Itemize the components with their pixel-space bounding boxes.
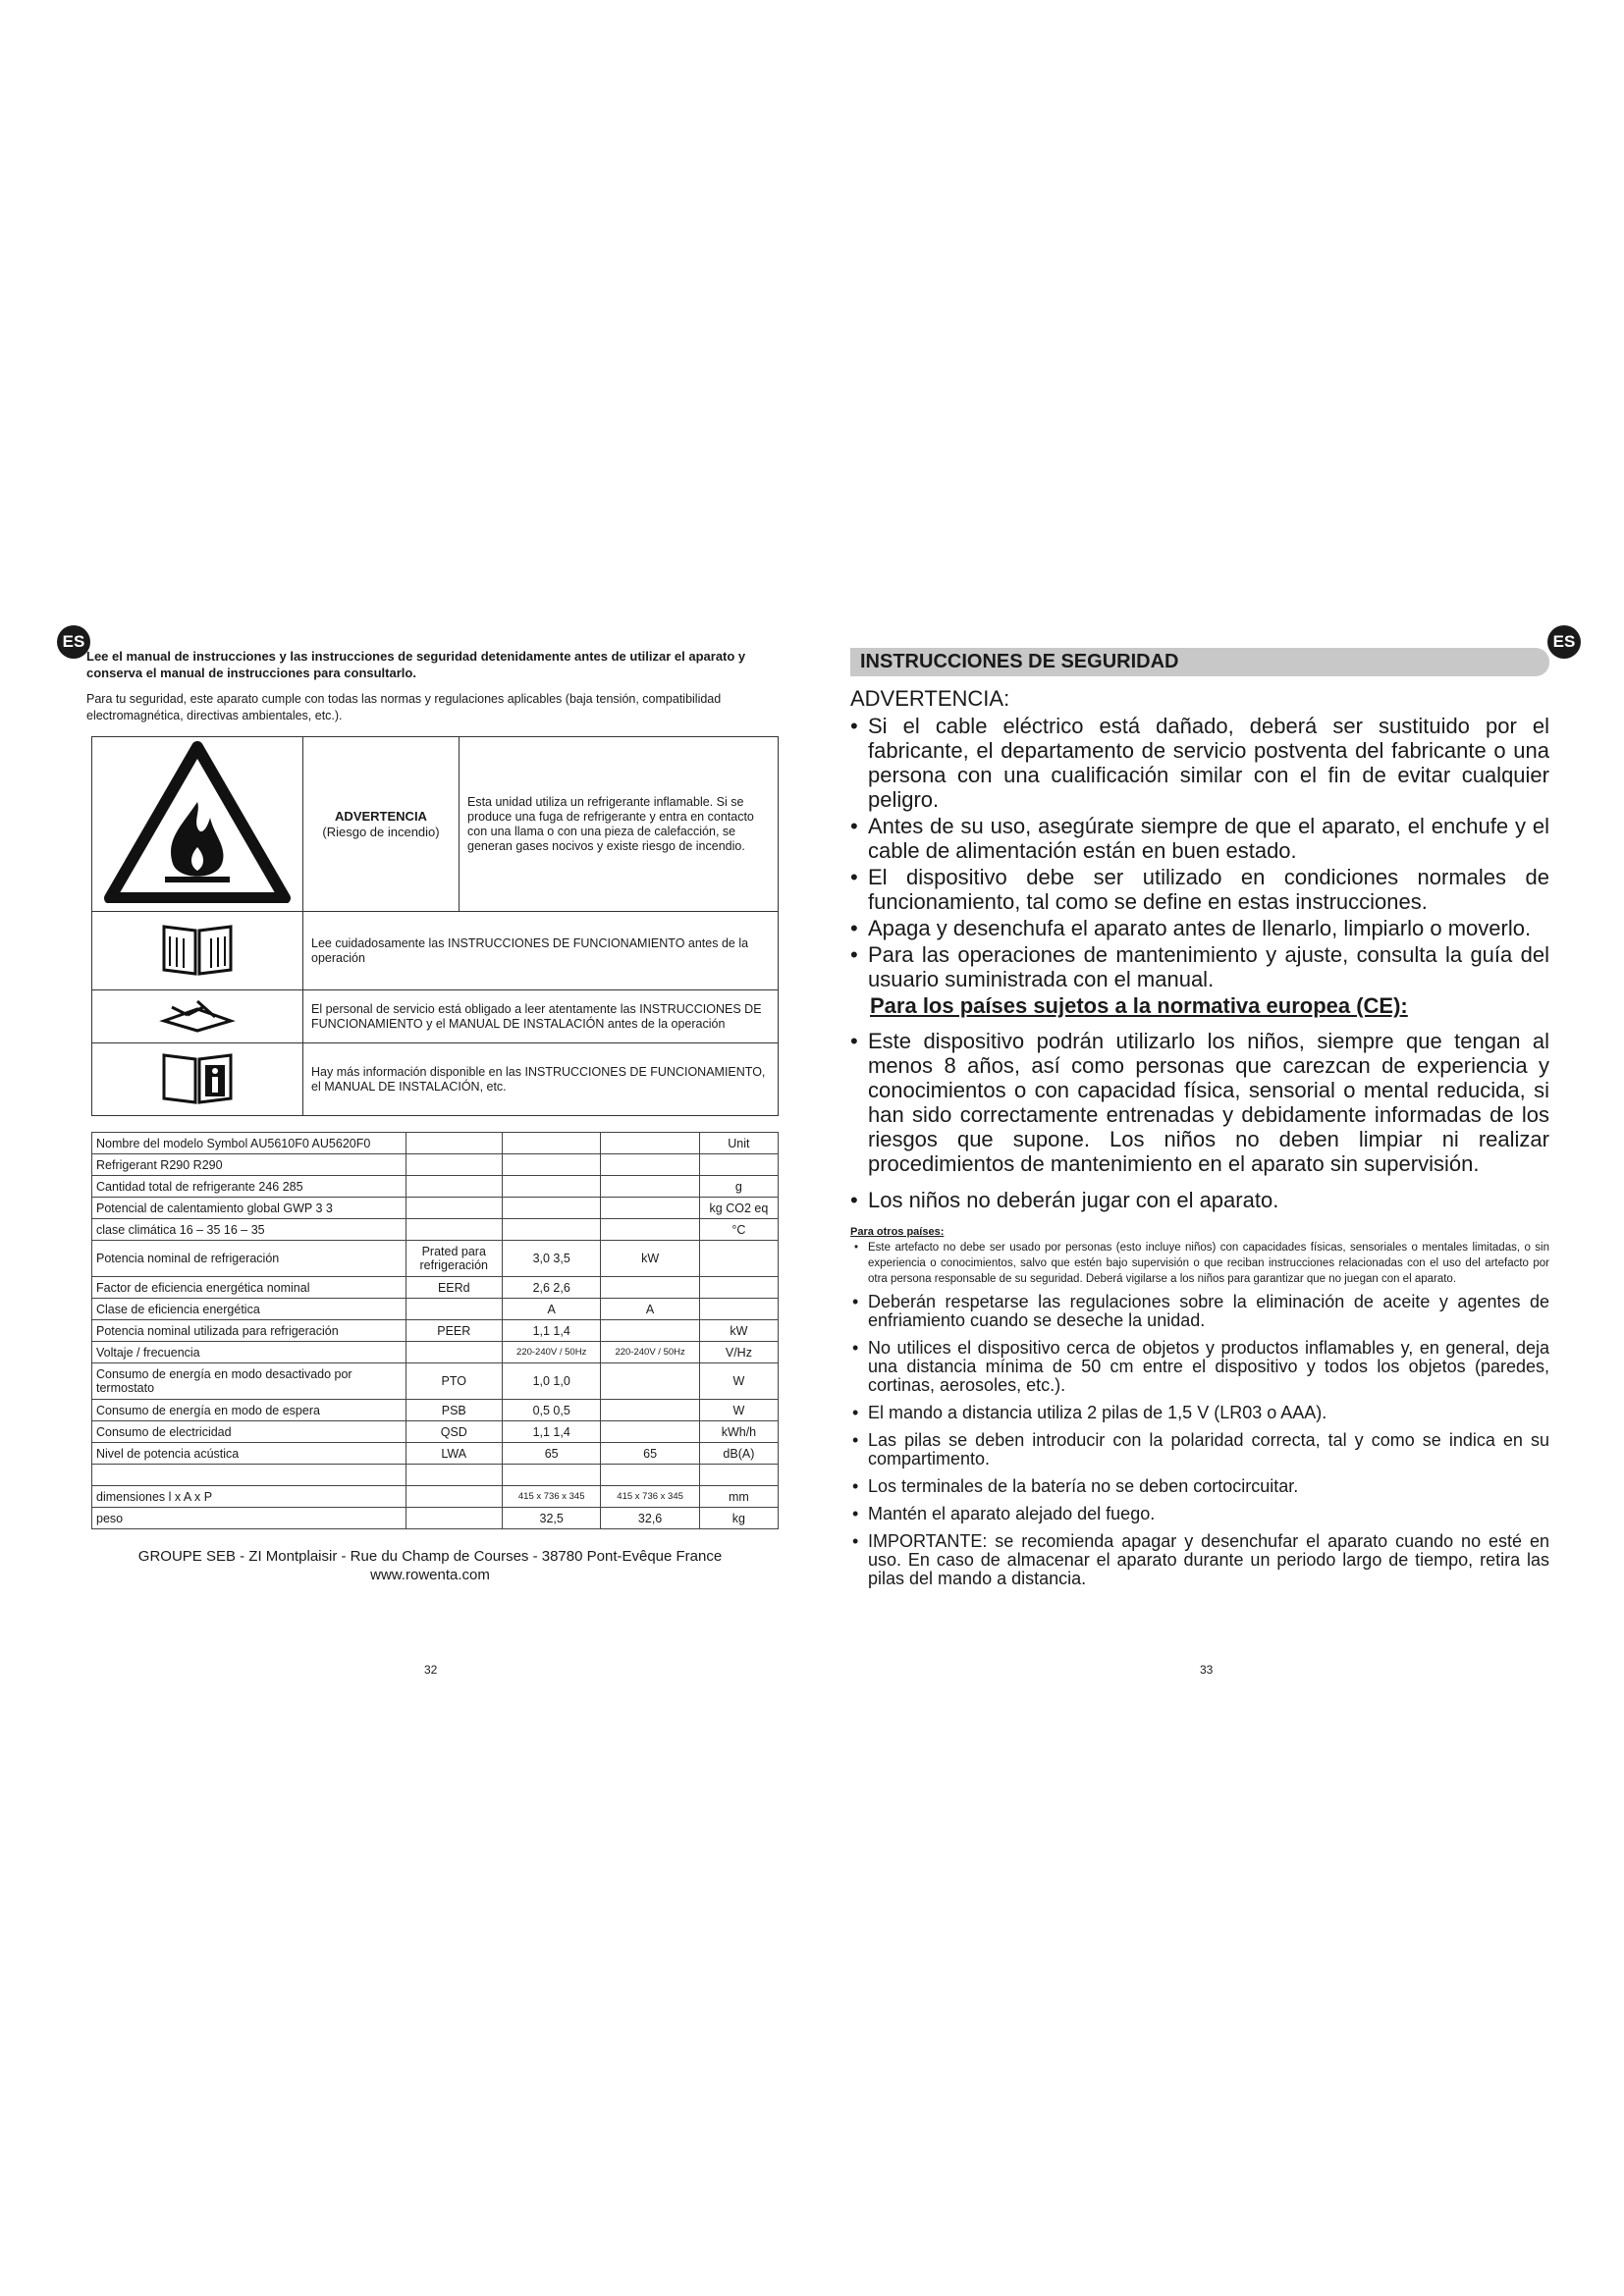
table-cell-label: Potencia nominal de refrigeración [92, 1241, 406, 1277]
other-countries-list [850, 1240, 1549, 1287]
table-row [92, 1421, 779, 1443]
table-cell-v2: 32,6 [601, 1508, 699, 1529]
warning-subtitle: (Riesgo de incendio) [322, 825, 440, 839]
table-cell-label: Nombre del modelo Symbol AU5610F0 AU5620F0 [92, 1133, 406, 1154]
safety-bullets [850, 1293, 1549, 1588]
table-row [92, 1443, 779, 1465]
table-cell-symbol: QSD [406, 1421, 502, 1443]
table-cell-v2 [601, 1465, 699, 1486]
table-cell-label: clase climática 16 – 35 16 – 35 [92, 1219, 406, 1241]
right-page [850, 648, 1549, 1597]
other-countries-heading: Para otros países: [850, 1226, 945, 1238]
table-cell-label: Nivel de potencia acústica [92, 1443, 406, 1465]
table-cell-symbol: Prated para refrigeración [406, 1241, 502, 1277]
table-cell-v2 [601, 1363, 699, 1400]
table-cell-symbol [406, 1133, 502, 1154]
table-cell-v1: 220-240V / 50Hz [502, 1342, 600, 1363]
table-cell-symbol: PSB [406, 1400, 502, 1421]
list-item: • No utilices el dispositivo cerca de objetos y productos inflamables y, en general, deja una distancia mínima de 50 cm entre el dispositivo y todos los objetos (paredes, cortinas, aerosoles, etc.). [868, 1339, 1549, 1395]
table-row [92, 1133, 779, 1154]
table-cell-unit: V/Hz [699, 1342, 778, 1363]
table-row [92, 1486, 779, 1508]
table-cell-v1: 65 [502, 1443, 600, 1465]
table-cell-unit [699, 1277, 778, 1299]
table-cell-unit: kWh/h [699, 1421, 778, 1443]
table-cell-v1 [502, 1198, 600, 1219]
intro-bold-text: Lee el manual de instrucciones y las instrucciones de seguridad detenidamente antes de utilizar el aparato y conserva el manual de instrucciones para consultarlo. [86, 649, 746, 680]
table-row [92, 1198, 779, 1219]
info-text: Hay más información disponible en las INSTRUCCIONES DE FUNCIONAMIENTO, el MANUAL DE INSTALACIÓN, etc. [303, 1043, 779, 1116]
table-cell-v1: 2,6 2,6 [502, 1277, 600, 1299]
table-cell-v2: 415 x 736 x 345 [601, 1486, 699, 1508]
warning-title: ADVERTENCIA [335, 809, 427, 824]
table-cell-v1: 415 x 736 x 345 [502, 1486, 600, 1508]
table-cell-symbol [406, 1198, 502, 1219]
table-cell-v1 [502, 1154, 600, 1176]
service-manual-icon [92, 990, 303, 1043]
list-item: • El mando a distancia utiliza 2 pilas de 1,5 V (LR03 o AAA). [868, 1404, 1549, 1422]
table-row [92, 1465, 779, 1486]
table-cell-v2: 220-240V / 50Hz [601, 1342, 699, 1363]
table-cell-label: Clase de eficiencia energética [92, 1299, 406, 1320]
table-cell-unit [699, 1299, 778, 1320]
table-cell-unit: Unit [699, 1133, 778, 1154]
list-item: • Los terminales de la batería no se deben cortocircuitar. [868, 1477, 1549, 1496]
table-cell-unit [699, 1465, 778, 1486]
table-cell-label: dimensiones l x A x P [92, 1486, 406, 1508]
list-item: • Este dispositivo podrán utilizarlo los niños, siempre que tengan al menos 8 años, así como personas que carezcan de experiencia y conocimientos o con capacidad física, sensorial o mental reducida, si han sido correctamente entrenadas y debidamente informadas de los riesgos que supone. Los niños no deben limpiar ni realizar procedimientos de mantenimiento en el aparato sin supervisión. [868, 1029, 1549, 1176]
table-row [92, 1219, 779, 1241]
table-cell-label [92, 1465, 406, 1486]
table-cell-label: Consumo de energía en modo de espera [92, 1400, 406, 1421]
table-cell-v1: 1,0 1,0 [502, 1363, 600, 1400]
warning-bullets [850, 714, 1549, 991]
table-cell-v1 [502, 1465, 600, 1486]
table-cell-v1: 1,1 1,4 [502, 1320, 600, 1342]
list-item: • Este artefacto no debe ser usado por personas (esto incluye niños) con capacidades físicas, sensoriales o mentales limitadas, o sin experiencia o conocimientos, salvo que estén bajo supervisión o que reciban instrucciones relacionadas con el uso del artefacto por otra persona responsable de su seguridad. Deberá vigilarse a los niños para garantizar que no juegan con el aparato. [868, 1240, 1549, 1287]
table-cell-unit: °C [699, 1219, 778, 1241]
table-row [92, 1299, 779, 1320]
table-cell-label: Potencial de calentamiento global GWP 3 3 [92, 1198, 406, 1219]
table-cell-v2 [601, 1176, 699, 1198]
table-cell-v1 [502, 1133, 600, 1154]
table-cell-unit: dB(A) [699, 1443, 778, 1465]
language-badge-left: ES [57, 625, 90, 659]
left-page [86, 648, 774, 1584]
table-cell-v1: 0,5 0,5 [502, 1400, 600, 1421]
table-cell-symbol: PTO [406, 1363, 502, 1400]
list-item: • IMPORTANTE: se recomienda apagar y desenchufar el aparato cuando no esté en uso. En caso de almacenar el aparato durante un periodo largo de tiempo, retira las pilas del mando a distancia. [868, 1532, 1549, 1588]
list-item: • Apaga y desenchufa el aparato antes de llenarlo, limpiarlo o moverlo. [868, 916, 1549, 940]
table-cell-v2 [601, 1400, 699, 1421]
ce-bullets [850, 1029, 1549, 1212]
table-cell-symbol [406, 1342, 502, 1363]
table-cell-v2: 65 [601, 1443, 699, 1465]
ce-heading: Para los países sujetos a la normativa europea (CE): [870, 993, 1408, 1018]
list-item: • Para las operaciones de mantenimiento y ajuste, consulta la guía del usuario suministrada con el manual. [868, 942, 1549, 991]
table-cell-symbol [406, 1219, 502, 1241]
table-cell-unit: kg CO2 eq [699, 1198, 778, 1219]
list-item: • Mantén el aparato alejado del fuego. [868, 1505, 1549, 1523]
table-cell-v2 [601, 1219, 699, 1241]
table-cell-unit: kg [699, 1508, 778, 1529]
table-row [92, 1277, 779, 1299]
table-cell-v2 [601, 1154, 699, 1176]
table-cell-unit [699, 1241, 778, 1277]
table-cell-symbol: PEER [406, 1320, 502, 1342]
safety-heading: INSTRUCCIONES DE SEGURIDAD [850, 648, 1549, 676]
page-number-left: 32 [424, 1663, 438, 1677]
intro-text: Para tu seguridad, este aparato cumple con todas las normas y regulaciones aplicables (baja tensión, compatibilidad electromagnética, directivas ambientales, etc.). [86, 692, 722, 722]
table-cell-label: Potencia nominal utilizada para refrigeración [92, 1320, 406, 1342]
table-cell-v1: 1,1 1,4 [502, 1421, 600, 1443]
table-cell-unit: W [699, 1363, 778, 1400]
specifications-table [91, 1132, 779, 1529]
table-row [92, 1342, 779, 1363]
table-cell-v2: kW [601, 1241, 699, 1277]
table-cell-v2 [601, 1198, 699, 1219]
table-row [92, 1363, 779, 1400]
table-cell-v1: 3,0 3,5 [502, 1241, 600, 1277]
manual-book-icon [92, 912, 303, 990]
language-badge-right: ES [1547, 625, 1581, 659]
footer-address: GROUPE SEB - ZI Montplaisir - Rue du Champ de Courses - 38780 Pont-Evêque France [137, 1548, 723, 1565]
table-cell-label: Refrigerant R290 R290 [92, 1154, 406, 1176]
table-cell-unit: kW [699, 1320, 778, 1342]
table-row [92, 1154, 779, 1176]
table-cell-unit [699, 1154, 778, 1176]
table-cell-v2: A [601, 1299, 699, 1320]
table-cell-label: Consumo de electricidad [92, 1421, 406, 1443]
table-row [92, 1241, 779, 1277]
page-number-right: 33 [1200, 1663, 1214, 1677]
table-cell-label: peso [92, 1508, 406, 1529]
table-cell-symbol [406, 1176, 502, 1198]
warning-heading: ADVERTENCIA: [850, 686, 1010, 711]
table-cell-v2 [601, 1133, 699, 1154]
table-cell-symbol [406, 1154, 502, 1176]
list-item: • Antes de su uso, asegúrate siempre de que el aparato, el enchufe y el cable de alimentación están en buen estado. [868, 814, 1549, 863]
table-cell-v1: A [502, 1299, 600, 1320]
table-cell-unit: mm [699, 1486, 778, 1508]
table-cell-label: Cantidad total de refrigerante 246 285 [92, 1176, 406, 1198]
warning-text: Esta unidad utiliza un refrigerante inflamable. Si se produce una fuga de refrigerante y entra en contacto con una llama o con una pieza de calefacción, se generan gases nocivos y existe riesgo de incendio. [460, 737, 779, 912]
table-cell-symbol [406, 1508, 502, 1529]
table-row [92, 1400, 779, 1421]
list-item: • El dispositivo debe ser utilizado en condiciones normales de funcionamiento, tal como se define en estas instrucciones. [868, 865, 1549, 914]
warning-label-cell [303, 737, 460, 912]
table-row [92, 1508, 779, 1529]
footer-website: www.rowenta.com [370, 1567, 490, 1583]
table-cell-label: Factor de eficiencia energética nominal [92, 1277, 406, 1299]
table-cell-symbol: EERd [406, 1277, 502, 1299]
table-cell-v1: 32,5 [502, 1508, 600, 1529]
list-item: • Los niños no deberán jugar con el aparato. [868, 1188, 1549, 1212]
table-cell-symbol: LWA [406, 1443, 502, 1465]
table-cell-v2 [601, 1277, 699, 1299]
table-row [92, 1320, 779, 1342]
list-item: • Si el cable eléctrico está dañado, deberá ser sustituido por el fabricante, el departamento de servicio postventa del fabricante o una persona con una cualificación similar con el fin de evitar cualquier peligro. [868, 714, 1549, 812]
table-cell-unit: g [699, 1176, 778, 1198]
table-cell-symbol [406, 1465, 502, 1486]
table-cell-v2 [601, 1320, 699, 1342]
flammable-warning-icon [92, 737, 303, 912]
list-item: • Deberán respetarse las regulaciones sobre la eliminación de aceite y agentes de enfriamiento cuando se deseche la unidad. [868, 1293, 1549, 1330]
service-instruction-text: El personal de servicio está obligado a leer atentamente las INSTRUCCIONES DE FUNCIONAMIENTO y el MANUAL DE INSTALACIÓN antes de la operación [303, 990, 779, 1043]
info-book-icon [92, 1043, 303, 1116]
table-cell-v1 [502, 1219, 600, 1241]
table-cell-v1 [502, 1176, 600, 1198]
table-cell-unit: W [699, 1400, 778, 1421]
pictogram-table [91, 736, 779, 1116]
table-cell-label: Voltaje / frecuencia [92, 1342, 406, 1363]
table-cell-label: Consumo de energía en modo desactivado por termostato [92, 1363, 406, 1400]
list-item: • Las pilas se deben introducir con la polaridad correcta, tal y como se indica en su compartimento. [868, 1431, 1549, 1468]
table-cell-symbol [406, 1299, 502, 1320]
manual-instruction-text: Lee cuidadosamente las INSTRUCCIONES DE FUNCIONAMIENTO antes de la operación [303, 912, 779, 990]
table-cell-symbol [406, 1486, 502, 1508]
table-row [92, 1176, 779, 1198]
table-cell-v2 [601, 1421, 699, 1443]
